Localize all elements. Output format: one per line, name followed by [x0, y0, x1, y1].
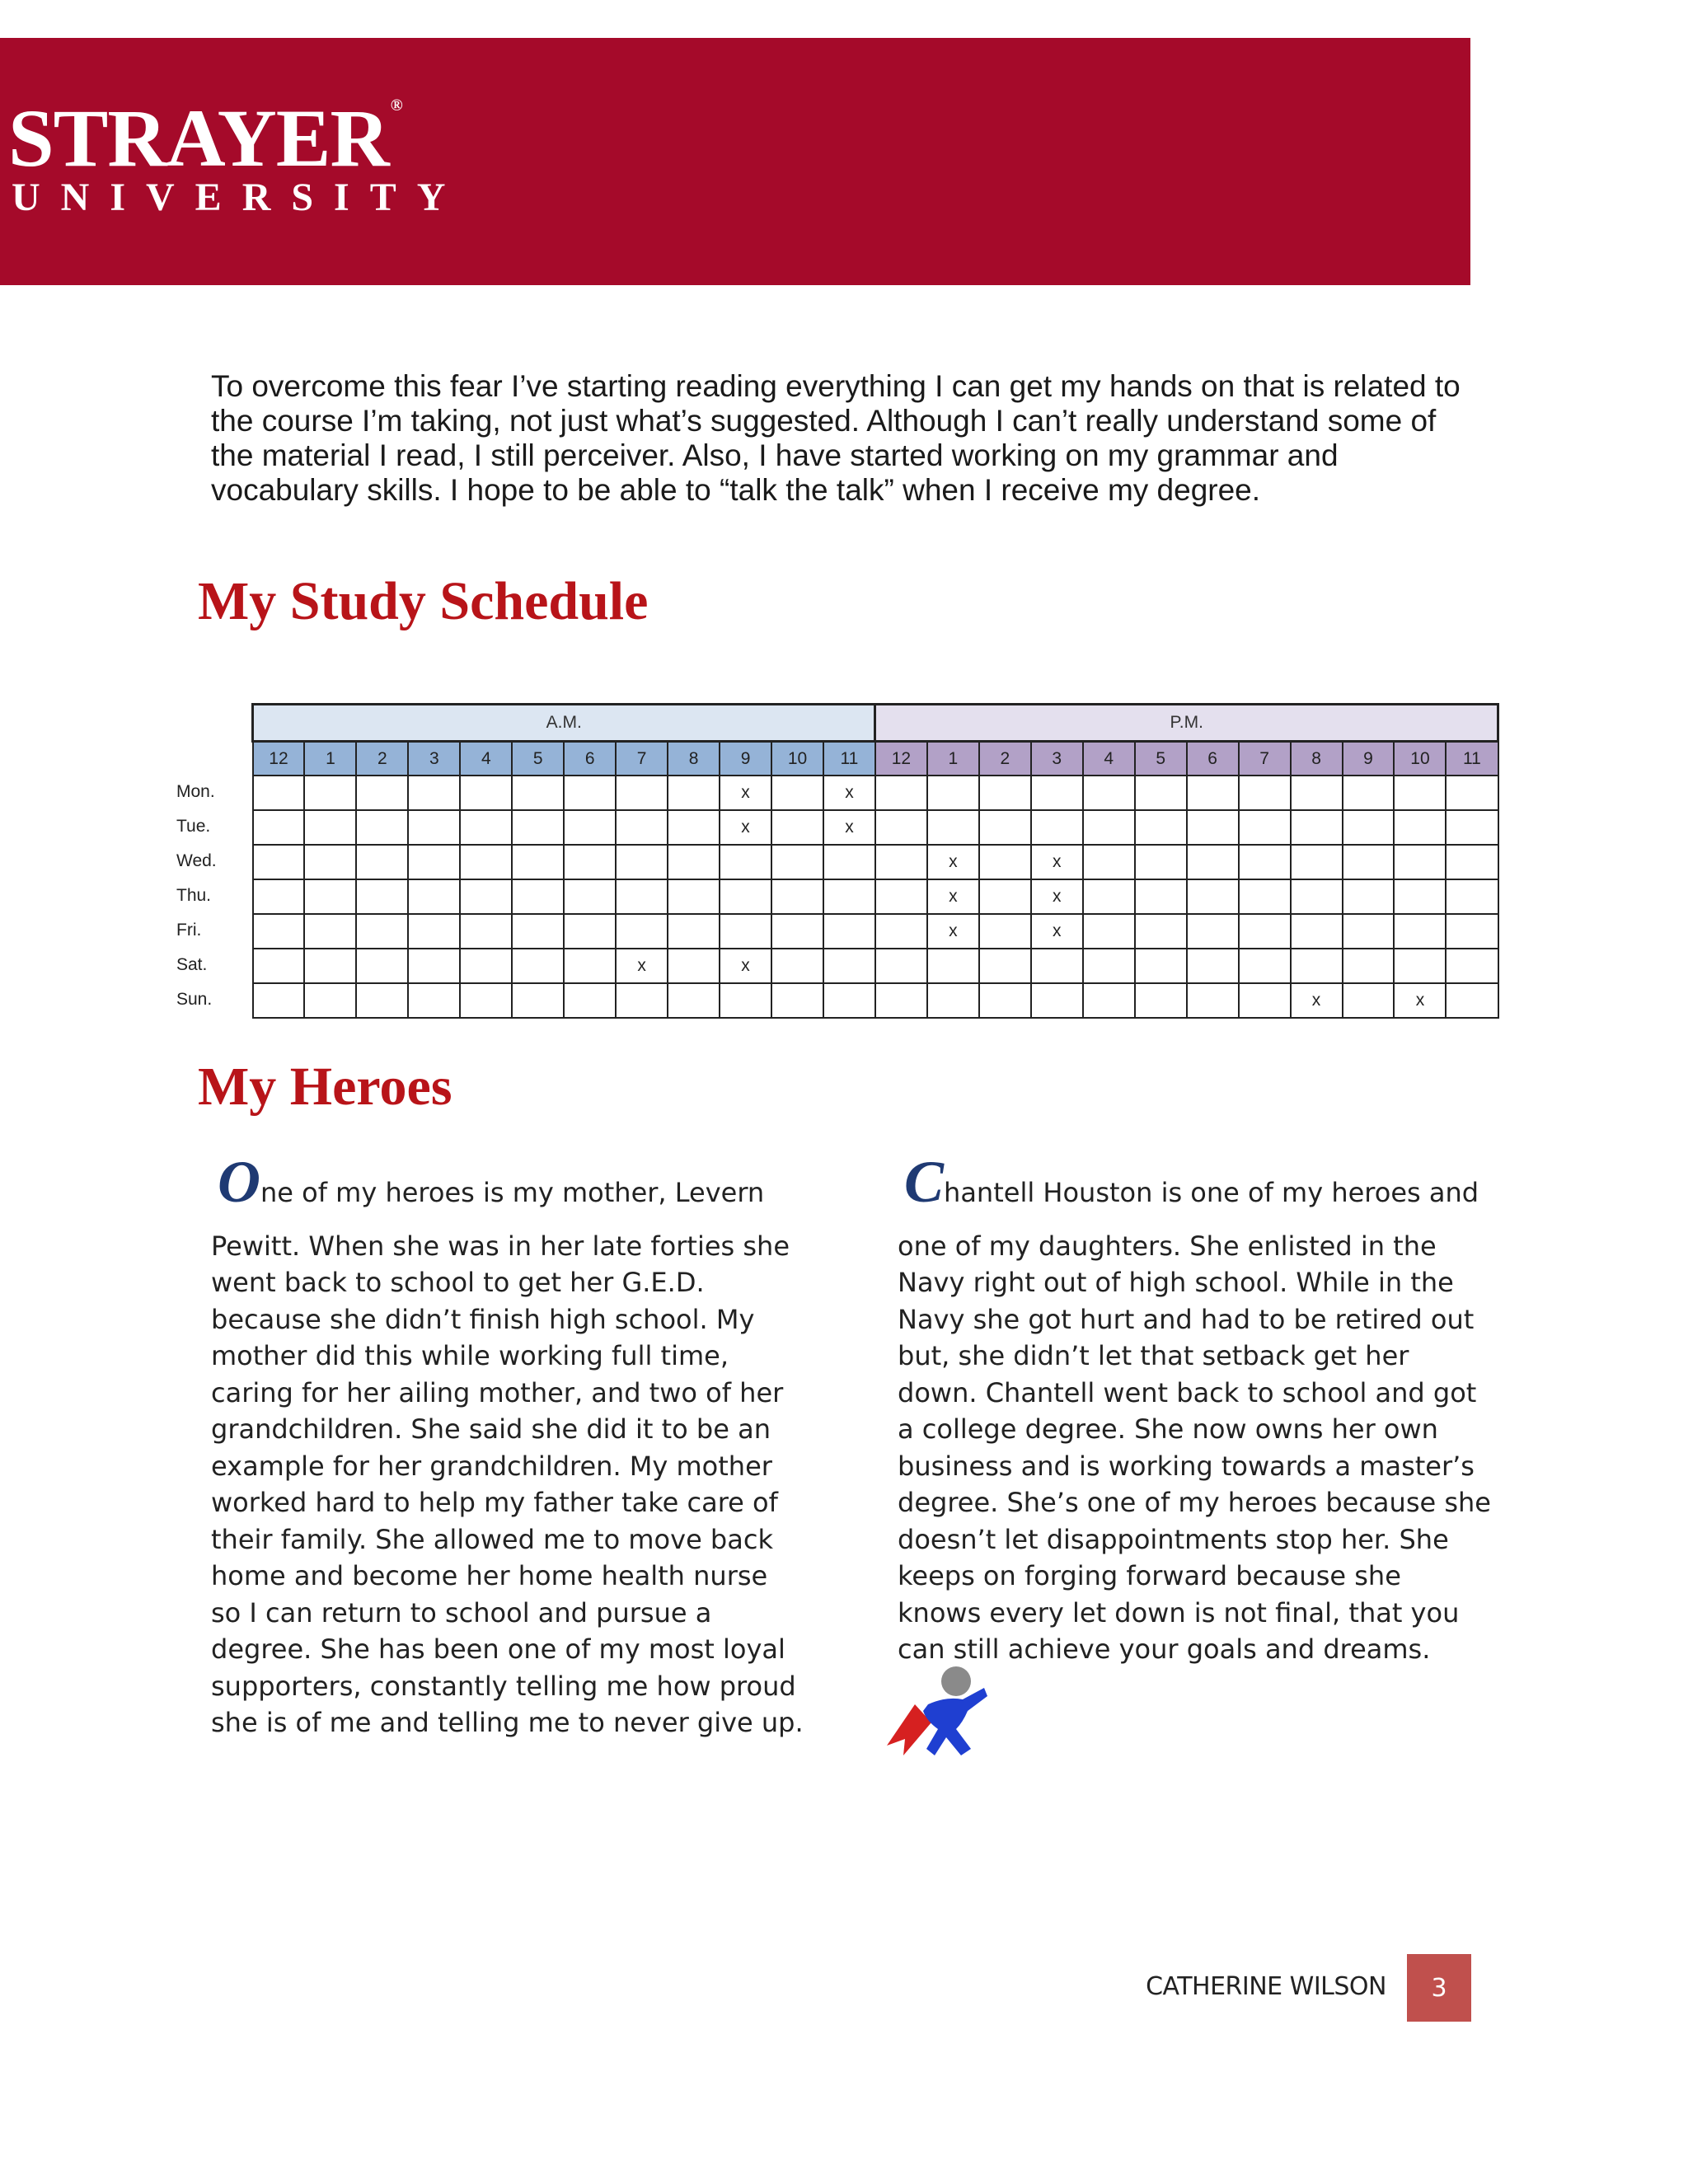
- page-number: 3: [1407, 1954, 1471, 2022]
- schedule-cell: [460, 879, 512, 914]
- schedule-cell: [771, 776, 823, 810]
- schedule-cell: [1394, 914, 1446, 949]
- hero-mother-column: [211, 1149, 804, 1741]
- schedule-cell: [1446, 983, 1498, 1018]
- schedule-cell: [875, 776, 927, 810]
- schedule-cell: [979, 949, 1031, 983]
- schedule-row-mon: [253, 776, 1498, 810]
- schedule-cell: [1394, 776, 1446, 810]
- university-logo-subtitle: UNIVERSITY: [12, 176, 467, 219]
- schedule-cell: [771, 983, 823, 1018]
- schedule-mark: x: [1031, 879, 1083, 914]
- schedule-cell: [1446, 914, 1498, 949]
- schedule-cell: [564, 776, 616, 810]
- schedule-cell: [823, 914, 875, 949]
- schedule-cell: [253, 845, 305, 879]
- schedule-cell: [460, 949, 512, 983]
- schedule-cell: [1187, 983, 1239, 1018]
- schedule-mark: x: [720, 810, 771, 845]
- schedule-cell: [616, 879, 668, 914]
- schedule-cell: [304, 879, 356, 914]
- day-label: Sat.: [176, 955, 208, 974]
- hour-header-pm-10: 10: [1394, 742, 1446, 776]
- schedule-cell: [1083, 776, 1135, 810]
- schedule-cell: [1083, 810, 1135, 845]
- schedule-cell: [1446, 949, 1498, 983]
- hero-mother-body: Pewitt. When she was in her late forties she went back to school to get her G.E.D. because she didn’t finish high school. My mother did this while working full time, caring for her ailing mother, and two of her grandchildren. She said she did it to be an example for her grandchildren. My mother worked hard to help my father take care of their family. She allowed me to move back home and become her home health nurse so I can return to school and pursue a degree. She has been one of my most loyal supporters, constantly telling me how proud she is of me and telling me to never give up.: [211, 1230, 804, 1738]
- schedule-cell: [1031, 776, 1083, 810]
- hour-header-am-7: 7: [616, 742, 668, 776]
- schedule-cell: [1343, 949, 1395, 983]
- schedule-cell: [823, 983, 875, 1018]
- schedule-cell: [616, 914, 668, 949]
- schedule-cell: [771, 949, 823, 983]
- schedule-cell: [668, 776, 720, 810]
- schedule-cell: [979, 914, 1031, 949]
- schedule-mark: x: [720, 776, 771, 810]
- schedule-cell: [460, 914, 512, 949]
- schedule-cell: [875, 949, 927, 983]
- day-label: Fri.: [176, 921, 202, 940]
- schedule-cell: [668, 879, 720, 914]
- schedule-cell: [1187, 810, 1239, 845]
- schedule-cell: [875, 845, 927, 879]
- schedule-cell: [1343, 879, 1395, 914]
- schedule-cell: [668, 949, 720, 983]
- schedule-cell: [512, 879, 564, 914]
- schedule-cell: [356, 776, 408, 810]
- schedule-cell: [616, 845, 668, 879]
- schedule-cell: [356, 949, 408, 983]
- schedule-cell: [823, 845, 875, 879]
- schedule-cell: [1394, 810, 1446, 845]
- schedule-mark: x: [823, 776, 875, 810]
- schedule-cell: [1187, 879, 1239, 914]
- schedule-cell: [1239, 914, 1291, 949]
- hero-daughter-first-line: Chantell Houston is one of my heroes and: [904, 1149, 1479, 1215]
- schedule-cell: [720, 845, 771, 879]
- schedule-mark: x: [823, 810, 875, 845]
- schedule-cell: [408, 810, 460, 845]
- schedule-cell: [304, 914, 356, 949]
- schedule-cell: [253, 949, 305, 983]
- hour-header-pm-5: 5: [1135, 742, 1187, 776]
- schedule-cell: [1187, 914, 1239, 949]
- hour-header-am-3: 3: [408, 742, 460, 776]
- schedule-mark: x: [616, 949, 668, 983]
- schedule-cell: [564, 810, 616, 845]
- schedule-cell: [668, 914, 720, 949]
- schedule-cell: [356, 845, 408, 879]
- schedule-cell: [1135, 983, 1187, 1018]
- schedule-cell: [408, 949, 460, 983]
- schedule-mark: x: [720, 949, 771, 983]
- schedule-cell: [1031, 983, 1083, 1018]
- day-label: Mon.: [176, 782, 215, 801]
- schedule-cell: [1239, 879, 1291, 914]
- schedule-cell: [771, 879, 823, 914]
- schedule-cell: [356, 914, 408, 949]
- hour-header-pm-2: 2: [979, 742, 1031, 776]
- schedule-cell: [1446, 845, 1498, 879]
- schedule-cell: [1135, 776, 1187, 810]
- schedule-cell: [771, 914, 823, 949]
- hour-header-pm-6: 6: [1187, 742, 1239, 776]
- schedule-cell: [1291, 914, 1343, 949]
- schedule-cell: [1187, 949, 1239, 983]
- schedule-cell: [1291, 845, 1343, 879]
- schedule-cell: [720, 914, 771, 949]
- schedule-cell: [1394, 949, 1446, 983]
- schedule-mark: x: [927, 879, 979, 914]
- day-label: Tue.: [176, 817, 211, 836]
- schedule-cell: [1343, 914, 1395, 949]
- schedule-cell: [564, 845, 616, 879]
- hour-header-am-12: 12: [253, 742, 305, 776]
- schedule-cell: [875, 879, 927, 914]
- schedule-cell: [564, 879, 616, 914]
- hour-header-pm-8: 8: [1291, 742, 1343, 776]
- pm-header: P.M.: [875, 705, 1498, 742]
- schedule-cell: [1083, 914, 1135, 949]
- schedule-cell: [304, 810, 356, 845]
- hour-header-am-5: 5: [512, 742, 564, 776]
- schedule-cell: [253, 810, 305, 845]
- hour-header-row: [253, 742, 1498, 776]
- schedule-cell: [408, 914, 460, 949]
- schedule-mark: x: [1031, 914, 1083, 949]
- schedule-cell: [823, 949, 875, 983]
- hour-header-am-11: 11: [823, 742, 875, 776]
- flying-superhero-icon: [880, 1663, 1012, 1769]
- schedule-cell: [1083, 879, 1135, 914]
- schedule-mark: x: [1031, 845, 1083, 879]
- schedule-cell: [1135, 914, 1187, 949]
- day-label: Sun.: [176, 990, 213, 1009]
- schedule-cell: [253, 983, 305, 1018]
- schedule-cell: [564, 983, 616, 1018]
- schedule-cell: [616, 776, 668, 810]
- hour-header-am-6: 6: [564, 742, 616, 776]
- schedule-cell: [979, 810, 1031, 845]
- schedule-cell: [512, 949, 564, 983]
- schedule-cell: [1343, 983, 1395, 1018]
- schedule-cell: [460, 845, 512, 879]
- schedule-cell: [1083, 983, 1135, 1018]
- schedule-cell: [304, 983, 356, 1018]
- schedule-cell: [253, 879, 305, 914]
- schedule-cell: [1187, 845, 1239, 879]
- schedule-cell: [875, 810, 927, 845]
- schedule-mark: x: [927, 845, 979, 879]
- hour-header-pm-11: 11: [1446, 742, 1498, 776]
- intro-paragraph: [211, 369, 1464, 508]
- schedule-mark: x: [1394, 983, 1446, 1018]
- schedule-cell: [1446, 879, 1498, 914]
- hour-header-am-4: 4: [460, 742, 512, 776]
- schedule-cell: [1135, 845, 1187, 879]
- schedule-cell: [1239, 845, 1291, 879]
- schedule-mark: x: [927, 914, 979, 949]
- schedule-cell: [512, 810, 564, 845]
- schedule-cell: [460, 810, 512, 845]
- schedule-cell: [1083, 845, 1135, 879]
- schedule-cell: [1083, 949, 1135, 983]
- schedule-cell: [408, 983, 460, 1018]
- hero-daughter-body: one of my daughters. She enlisted in the Navy right out of high school. While in the Navy she got hurt and had to be retired out but, she didn’t let that setback get her down. Chantell went back to school and got a college degree. She now owns her own business and is working towards a master’s degree. She’s one of my heroes because she doesn’t let disappointments stop her. She keeps on forging forward because she knows every let down is not final, that you can still achieve your goals and dreams.: [898, 1230, 1491, 1665]
- schedule-cell: [927, 776, 979, 810]
- schedule-cell: [668, 845, 720, 879]
- schedule-cell: [927, 949, 979, 983]
- schedule-cell: [1291, 776, 1343, 810]
- schedule-mark: x: [1291, 983, 1343, 1018]
- schedule-cell: [460, 983, 512, 1018]
- schedule-cell: [1187, 776, 1239, 810]
- footer-author: CATHERINE WILSON: [1146, 1972, 1386, 2001]
- hour-header-pm-9: 9: [1343, 742, 1395, 776]
- hour-header-pm-4: 4: [1083, 742, 1135, 776]
- dropcap-letter: O: [218, 1149, 260, 1215]
- schedule-cell: [564, 949, 616, 983]
- study-schedule-heading: My Study Schedule: [198, 571, 649, 631]
- hero-mother-first-line: One of my heroes is my mother, Levern: [218, 1149, 765, 1215]
- day-label: Thu.: [176, 886, 212, 905]
- schedule-cell: [979, 845, 1031, 879]
- dropcap-letter: C: [904, 1149, 945, 1215]
- schedule-row-thu: [253, 879, 1498, 914]
- hour-header-pm-7: 7: [1239, 742, 1291, 776]
- schedule-cell: [304, 949, 356, 983]
- schedule-cell: [979, 879, 1031, 914]
- schedule-cell: [720, 983, 771, 1018]
- schedule-cell: [979, 983, 1031, 1018]
- hour-header-am-10: 10: [771, 742, 823, 776]
- schedule-cell: [1394, 879, 1446, 914]
- schedule-cell: [304, 776, 356, 810]
- schedule-cell: [408, 879, 460, 914]
- schedule-cell: [979, 776, 1031, 810]
- schedule-cell: [1446, 810, 1498, 845]
- schedule-cell: [356, 810, 408, 845]
- day-label: Wed.: [176, 851, 217, 870]
- schedule-cell: [1031, 810, 1083, 845]
- schedule-cell: [771, 810, 823, 845]
- hour-header-pm-12: 12: [875, 742, 927, 776]
- schedule-row-wed: [253, 845, 1498, 879]
- schedule-cell: [616, 810, 668, 845]
- schedule-row-sat: [253, 949, 1498, 983]
- schedule-cell: [512, 914, 564, 949]
- schedule-cell: [1031, 949, 1083, 983]
- schedule-cell: [1239, 983, 1291, 1018]
- schedule-cell: [304, 845, 356, 879]
- schedule-cell: [720, 879, 771, 914]
- schedule-cell: [927, 983, 979, 1018]
- study-schedule-table: [251, 703, 1499, 1019]
- schedule-cell: [408, 845, 460, 879]
- schedule-cell: [771, 845, 823, 879]
- schedule-cell: [1343, 845, 1395, 879]
- schedule-cell: [1394, 845, 1446, 879]
- hour-header-am-9: 9: [720, 742, 771, 776]
- schedule-cell: [875, 914, 927, 949]
- schedule-cell: [512, 776, 564, 810]
- schedule-cell: [460, 776, 512, 810]
- hero-daughter-column: [898, 1149, 1491, 1668]
- schedule-cell: [356, 879, 408, 914]
- schedule-cell: [668, 983, 720, 1018]
- schedule-cell: [564, 914, 616, 949]
- hour-header-pm-1: 1: [927, 742, 979, 776]
- schedule-cell: [253, 914, 305, 949]
- schedule-cell: [1135, 949, 1187, 983]
- schedule-cell: [875, 983, 927, 1018]
- am-header: A.M.: [253, 705, 875, 742]
- intro-text: To overcome this fear I’ve starting reading everything I can get my hands on that is related to the course I’m taking, not just what’s suggested. Although I can’t really understand some of the material I read, I still perceiver. Also, I have started working on my grammar and vocabulary skills. I hope to be able to “talk the talk” when I receive my degree.: [211, 369, 1461, 507]
- schedule-cell: [927, 810, 979, 845]
- schedule-cell: [1446, 776, 1498, 810]
- schedule-row-fri: [253, 914, 1498, 949]
- schedule-cell: [1239, 949, 1291, 983]
- schedule-cell: [616, 983, 668, 1018]
- schedule-cell: [1291, 810, 1343, 845]
- schedule-cell: [512, 845, 564, 879]
- schedule-cell: [1135, 810, 1187, 845]
- schedule-cell: [1343, 810, 1395, 845]
- schedule-cell: [356, 983, 408, 1018]
- schedule-cell: [823, 879, 875, 914]
- hour-header-am-2: 2: [356, 742, 408, 776]
- heroes-heading: My Heroes: [198, 1057, 452, 1117]
- schedule-row-tue: [253, 810, 1498, 845]
- schedule-cell: [1291, 949, 1343, 983]
- schedule-cell: [512, 983, 564, 1018]
- schedule-cell: [1239, 776, 1291, 810]
- schedule-cell: [1239, 810, 1291, 845]
- schedule-row-sun: [253, 983, 1498, 1018]
- schedule-cell: [1343, 776, 1395, 810]
- schedule-cell: [1135, 879, 1187, 914]
- hour-header-am-8: 8: [668, 742, 720, 776]
- hour-header-am-1: 1: [304, 742, 356, 776]
- schedule-cell: [253, 776, 305, 810]
- schedule-cell: [408, 776, 460, 810]
- schedule-cell: [668, 810, 720, 845]
- university-logo-wordmark: STRAYER ®: [8, 92, 402, 184]
- hour-header-pm-3: 3: [1031, 742, 1083, 776]
- schedule-cell: [1291, 879, 1343, 914]
